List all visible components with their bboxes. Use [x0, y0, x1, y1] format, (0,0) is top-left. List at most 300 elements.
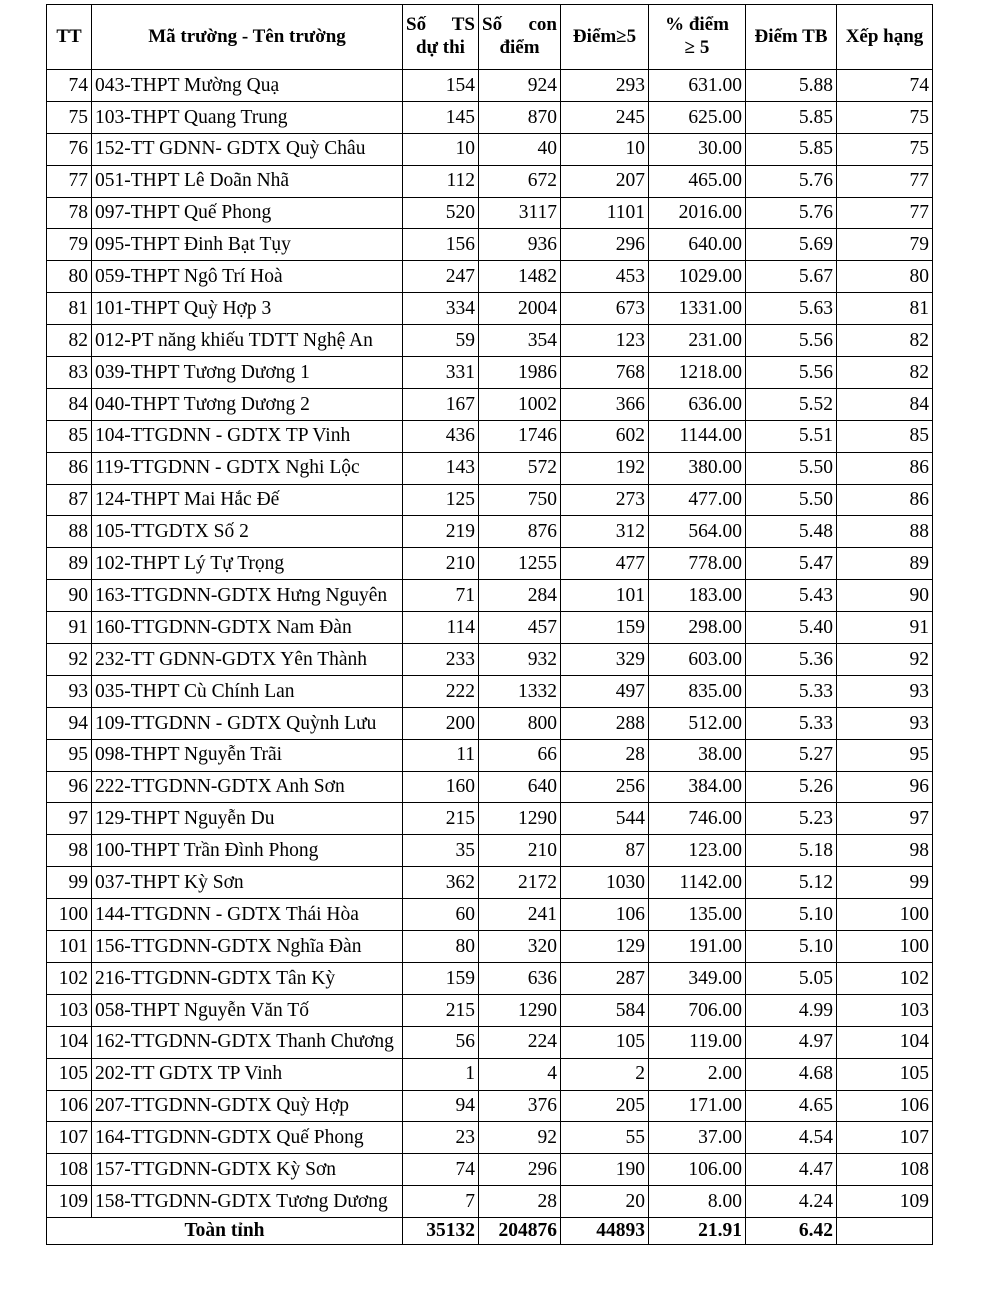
cell-candidates: 210 [403, 548, 479, 580]
cell-pass: 366 [561, 388, 649, 420]
cell-pct: 183.00 [649, 580, 746, 612]
cell-avg: 5.88 [746, 70, 837, 102]
cell-pct: 349.00 [649, 962, 746, 994]
cell-tt: 104 [47, 1026, 92, 1058]
cell-avg: 5.67 [746, 261, 837, 293]
cell-pass: 1030 [561, 867, 649, 899]
cell-scores: 224 [479, 1026, 561, 1058]
cell-rank: 80 [837, 261, 933, 293]
cell-scores: 92 [479, 1122, 561, 1154]
cell-avg: 5.85 [746, 101, 837, 133]
cell-candidates: 74 [403, 1154, 479, 1186]
cell-pass: 544 [561, 803, 649, 835]
cell-school-name: 202-TT GDTX TP Vinh [92, 1058, 403, 1090]
cell-school-name: 039-THPT Tương Dương 1 [92, 357, 403, 389]
cell-pct: 1218.00 [649, 357, 746, 389]
table-row [47, 420, 933, 452]
cell-pct: 477.00 [649, 484, 746, 516]
cell-rank: 81 [837, 293, 933, 325]
cell-pct: 8.00 [649, 1186, 746, 1218]
cell-scores: 1332 [479, 675, 561, 707]
cell-candidates: 23 [403, 1122, 479, 1154]
cell-rank: 100 [837, 931, 933, 963]
cell-pass: 453 [561, 261, 649, 293]
cell-candidates: 143 [403, 452, 479, 484]
cell-scores: 876 [479, 516, 561, 548]
cell-pct: 564.00 [649, 516, 746, 548]
cell-tt: 79 [47, 229, 92, 261]
cell-rank: 103 [837, 994, 933, 1026]
table-row [47, 931, 933, 963]
cell-school-name: 162-TTGDNN-GDTX Thanh Chương [92, 1026, 403, 1058]
cell-school-name: 160-TTGDNN-GDTX Nam Đàn [92, 612, 403, 644]
cell-scores: 1482 [479, 261, 561, 293]
cell-candidates: 94 [403, 1090, 479, 1122]
header-scores-line1-left: Số [482, 14, 503, 36]
cell-school-name: 124-THPT Mai Hắc Đế [92, 484, 403, 516]
cell-scores: 296 [479, 1154, 561, 1186]
cell-school-name: 037-THPT Kỳ Sơn [92, 867, 403, 899]
cell-school-name: 163-TTGDNN-GDTX Hưng Nguyên [92, 580, 403, 612]
cell-pct: 1331.00 [649, 293, 746, 325]
cell-rank: 74 [837, 70, 933, 102]
header-candidates [403, 5, 479, 70]
cell-school-name: 059-THPT Ngô Trí Hoà [92, 261, 403, 293]
cell-scores: 640 [479, 771, 561, 803]
cell-rank: 91 [837, 612, 933, 644]
cell-avg: 5.18 [746, 835, 837, 867]
cell-tt: 98 [47, 835, 92, 867]
header-rank: Xếp hạng [837, 5, 933, 70]
cell-school-name: 043-THPT Mường Quạ [92, 70, 403, 102]
header-tt: TT [47, 5, 92, 70]
cell-school-name: 109-TTGDNN - GDTX Quỳnh Lưu [92, 707, 403, 739]
cell-school-name: 098-THPT Nguyễn Trãi [92, 739, 403, 771]
cell-scores: 1986 [479, 357, 561, 389]
cell-pass: 293 [561, 70, 649, 102]
cell-school-name: 104-TTGDNN - GDTX TP Vinh [92, 420, 403, 452]
cell-avg: 4.97 [746, 1026, 837, 1058]
table-row [47, 739, 933, 771]
header-pct-line1: % điểm [665, 14, 729, 36]
cell-candidates: 331 [403, 357, 479, 389]
cell-candidates: 156 [403, 229, 479, 261]
cell-school-name: 095-THPT Đinh Bạt Tụy [92, 229, 403, 261]
cell-tt: 101 [47, 931, 92, 963]
cell-scores: 354 [479, 325, 561, 357]
cell-pass: 87 [561, 835, 649, 867]
cell-pct: 778.00 [649, 548, 746, 580]
cell-scores: 241 [479, 899, 561, 931]
cell-pct: 298.00 [649, 612, 746, 644]
cell-avg: 5.76 [746, 197, 837, 229]
table-row [47, 229, 933, 261]
cell-pass: 205 [561, 1090, 649, 1122]
header-scores-line1-right: con [528, 14, 557, 36]
cell-scores: 376 [479, 1090, 561, 1122]
cell-tt: 105 [47, 1058, 92, 1090]
cell-pct: 625.00 [649, 101, 746, 133]
table-row [47, 1058, 933, 1090]
cell-candidates: 7 [403, 1186, 479, 1218]
header-scores-line2: điểm [499, 37, 540, 58]
cell-pct: 706.00 [649, 994, 746, 1026]
cell-candidates: 56 [403, 1026, 479, 1058]
cell-pass: 477 [561, 548, 649, 580]
cell-rank: 100 [837, 899, 933, 931]
cell-school-name: 222-TTGDNN-GDTX Anh Sơn [92, 771, 403, 803]
cell-rank: 82 [837, 357, 933, 389]
cell-candidates: 125 [403, 484, 479, 516]
cell-avg: 5.43 [746, 580, 837, 612]
cell-avg: 5.12 [746, 867, 837, 899]
cell-tt: 85 [47, 420, 92, 452]
table-row [47, 70, 933, 102]
cell-avg: 4.24 [746, 1186, 837, 1218]
cell-rank: 108 [837, 1154, 933, 1186]
cell-scores: 3117 [479, 197, 561, 229]
total-label: Toàn tỉnh [47, 1218, 403, 1245]
cell-avg: 5.50 [746, 452, 837, 484]
cell-school-name: 158-TTGDNN-GDTX Tương Dương [92, 1186, 403, 1218]
cell-tt: 87 [47, 484, 92, 516]
cell-avg: 5.47 [746, 548, 837, 580]
cell-school-name: 051-THPT Lê Doãn Nhã [92, 165, 403, 197]
table-row [47, 133, 933, 165]
cell-tt: 83 [47, 357, 92, 389]
cell-rank: 92 [837, 644, 933, 676]
cell-rank: 90 [837, 580, 933, 612]
cell-school-name: 040-THPT Tương Dương 2 [92, 388, 403, 420]
cell-candidates: 160 [403, 771, 479, 803]
cell-scores: 636 [479, 962, 561, 994]
total-pass: 44893 [561, 1218, 649, 1245]
cell-avg: 5.26 [746, 771, 837, 803]
cell-candidates: 114 [403, 612, 479, 644]
cell-school-name: 119-TTGDNN - GDTX Nghi Lộc [92, 452, 403, 484]
cell-pass: 287 [561, 962, 649, 994]
cell-pass: 312 [561, 516, 649, 548]
cell-pct: 512.00 [649, 707, 746, 739]
header-candidates-line1-left: Số [406, 14, 427, 36]
table-row [47, 293, 933, 325]
cell-avg: 5.85 [746, 133, 837, 165]
cell-pct: 746.00 [649, 803, 746, 835]
table-row [47, 612, 933, 644]
cell-scores: 932 [479, 644, 561, 676]
cell-scores: 800 [479, 707, 561, 739]
cell-rank: 99 [837, 867, 933, 899]
cell-pct: 465.00 [649, 165, 746, 197]
cell-school-name: 157-TTGDNN-GDTX Kỳ Sơn [92, 1154, 403, 1186]
cell-scores: 2172 [479, 867, 561, 899]
header-candidates-line1-right: TS [451, 14, 475, 36]
header-pass: Điểm≥5 [561, 5, 649, 70]
cell-scores: 66 [479, 739, 561, 771]
cell-rank: 97 [837, 803, 933, 835]
table-row [47, 452, 933, 484]
cell-rank: 84 [837, 388, 933, 420]
cell-pct: 1029.00 [649, 261, 746, 293]
cell-pass: 105 [561, 1026, 649, 1058]
cell-pct: 38.00 [649, 739, 746, 771]
table-row [47, 165, 933, 197]
cell-pct: 380.00 [649, 452, 746, 484]
cell-tt: 95 [47, 739, 92, 771]
cell-avg: 4.99 [746, 994, 837, 1026]
cell-scores: 1290 [479, 803, 561, 835]
cell-tt: 106 [47, 1090, 92, 1122]
cell-rank: 106 [837, 1090, 933, 1122]
table-row [47, 580, 933, 612]
cell-candidates: 219 [403, 516, 479, 548]
cell-candidates: 247 [403, 261, 479, 293]
cell-rank: 109 [837, 1186, 933, 1218]
cell-pct: 1144.00 [649, 420, 746, 452]
cell-avg: 5.10 [746, 931, 837, 963]
cell-avg: 5.33 [746, 707, 837, 739]
header-candidates-line2: dự thi [416, 37, 465, 58]
header-pct-line2: ≥ 5 [684, 37, 710, 58]
cell-scores: 672 [479, 165, 561, 197]
cell-tt: 103 [47, 994, 92, 1026]
cell-pass: 207 [561, 165, 649, 197]
cell-rank: 96 [837, 771, 933, 803]
cell-pct: 231.00 [649, 325, 746, 357]
cell-school-name: 164-TTGDNN-GDTX Quế Phong [92, 1122, 403, 1154]
cell-avg: 5.51 [746, 420, 837, 452]
cell-pass: 296 [561, 229, 649, 261]
cell-avg: 4.54 [746, 1122, 837, 1154]
cell-tt: 89 [47, 548, 92, 580]
cell-avg: 5.50 [746, 484, 837, 516]
cell-pct: 191.00 [649, 931, 746, 963]
cell-candidates: 200 [403, 707, 479, 739]
cell-avg: 5.56 [746, 325, 837, 357]
cell-pass: 245 [561, 101, 649, 133]
cell-rank: 105 [837, 1058, 933, 1090]
cell-scores: 28 [479, 1186, 561, 1218]
cell-rank: 95 [837, 739, 933, 771]
cell-scores: 936 [479, 229, 561, 261]
cell-scores: 1746 [479, 420, 561, 452]
cell-school-name: 216-TTGDNN-GDTX Tân Kỳ [92, 962, 403, 994]
table-row [47, 388, 933, 420]
table-row [47, 675, 933, 707]
cell-pct: 171.00 [649, 1090, 746, 1122]
cell-pass: 101 [561, 580, 649, 612]
table-row [47, 1186, 933, 1218]
cell-tt: 88 [47, 516, 92, 548]
cell-tt: 100 [47, 899, 92, 931]
cell-candidates: 362 [403, 867, 479, 899]
cell-tt: 86 [47, 452, 92, 484]
cell-rank: 89 [837, 548, 933, 580]
cell-candidates: 11 [403, 739, 479, 771]
cell-rank: 86 [837, 484, 933, 516]
cell-pct: 119.00 [649, 1026, 746, 1058]
cell-avg: 5.56 [746, 357, 837, 389]
table-body [47, 70, 933, 1218]
cell-tt: 97 [47, 803, 92, 835]
table-row [47, 962, 933, 994]
cell-school-name: 129-THPT Nguyễn Du [92, 803, 403, 835]
cell-pass: 1101 [561, 197, 649, 229]
cell-candidates: 59 [403, 325, 479, 357]
cell-candidates: 60 [403, 899, 479, 931]
cell-pct: 636.00 [649, 388, 746, 420]
cell-candidates: 145 [403, 101, 479, 133]
table-row [47, 548, 933, 580]
cell-school-name: 156-TTGDNN-GDTX Nghĩa Đàn [92, 931, 403, 963]
cell-candidates: 1 [403, 1058, 479, 1090]
table-row [47, 835, 933, 867]
cell-pass: 192 [561, 452, 649, 484]
header-scores [479, 5, 561, 70]
cell-school-name: 102-THPT Lý Tự Trọng [92, 548, 403, 580]
cell-avg: 5.05 [746, 962, 837, 994]
cell-rank: 107 [837, 1122, 933, 1154]
cell-rank: 75 [837, 133, 933, 165]
cell-tt: 76 [47, 133, 92, 165]
cell-avg: 5.69 [746, 229, 837, 261]
cell-avg: 5.33 [746, 675, 837, 707]
total-avg: 6.42 [746, 1218, 837, 1245]
cell-pass: 10 [561, 133, 649, 165]
cell-rank: 75 [837, 101, 933, 133]
cell-tt: 74 [47, 70, 92, 102]
cell-school-name: 103-THPT Quang Trung [92, 101, 403, 133]
cell-avg: 4.65 [746, 1090, 837, 1122]
cell-school-name: 058-THPT Nguyễn Văn Tố [92, 994, 403, 1026]
cell-pass: 190 [561, 1154, 649, 1186]
cell-rank: 82 [837, 325, 933, 357]
cell-pct: 135.00 [649, 899, 746, 931]
cell-scores: 4 [479, 1058, 561, 1090]
cell-candidates: 334 [403, 293, 479, 325]
cell-rank: 86 [837, 452, 933, 484]
cell-tt: 82 [47, 325, 92, 357]
cell-school-name: 105-TTGDTX Số 2 [92, 516, 403, 548]
cell-tt: 81 [47, 293, 92, 325]
table-row [47, 899, 933, 931]
cell-pass: 273 [561, 484, 649, 516]
cell-tt: 75 [47, 101, 92, 133]
cell-school-name: 012-PT năng khiếu TDTT Nghệ An [92, 325, 403, 357]
table-row [47, 484, 933, 516]
cell-avg: 5.36 [746, 644, 837, 676]
cell-pass: 673 [561, 293, 649, 325]
cell-school-name: 144-TTGDNN - GDTX Thái Hòa [92, 899, 403, 931]
table-row [47, 707, 933, 739]
cell-avg: 5.23 [746, 803, 837, 835]
cell-pct: 603.00 [649, 644, 746, 676]
cell-avg: 4.47 [746, 1154, 837, 1186]
cell-candidates: 80 [403, 931, 479, 963]
cell-pct: 37.00 [649, 1122, 746, 1154]
cell-scores: 2004 [479, 293, 561, 325]
cell-pass: 55 [561, 1122, 649, 1154]
cell-candidates: 215 [403, 994, 479, 1026]
cell-rank: 77 [837, 197, 933, 229]
cell-candidates: 222 [403, 675, 479, 707]
total-scores: 204876 [479, 1218, 561, 1245]
header-school: Mã trường - Tên trường [92, 5, 403, 70]
table-row [47, 261, 933, 293]
cell-candidates: 159 [403, 962, 479, 994]
cell-school-name: 101-THPT Quỳ Hợp 3 [92, 293, 403, 325]
cell-tt: 91 [47, 612, 92, 644]
table-row [47, 101, 933, 133]
cell-pct: 631.00 [649, 70, 746, 102]
cell-pct: 640.00 [649, 229, 746, 261]
cell-rank: 104 [837, 1026, 933, 1058]
table-row [47, 867, 933, 899]
cell-candidates: 215 [403, 803, 479, 835]
cell-rank: 77 [837, 165, 933, 197]
total-rank [837, 1218, 933, 1245]
cell-tt: 92 [47, 644, 92, 676]
table-row [47, 516, 933, 548]
cell-avg: 5.76 [746, 165, 837, 197]
cell-rank: 102 [837, 962, 933, 994]
cell-tt: 99 [47, 867, 92, 899]
cell-scores: 924 [479, 70, 561, 102]
cell-rank: 88 [837, 516, 933, 548]
cell-avg: 5.48 [746, 516, 837, 548]
cell-pass: 129 [561, 931, 649, 963]
cell-school-name: 035-THPT Cù Chính Lan [92, 675, 403, 707]
table-row [47, 1090, 933, 1122]
cell-scores: 320 [479, 931, 561, 963]
cell-candidates: 112 [403, 165, 479, 197]
cell-pass: 106 [561, 899, 649, 931]
cell-avg: 4.68 [746, 1058, 837, 1090]
cell-scores: 572 [479, 452, 561, 484]
cell-avg: 5.52 [746, 388, 837, 420]
table-row [47, 994, 933, 1026]
cell-avg: 5.63 [746, 293, 837, 325]
cell-pass: 584 [561, 994, 649, 1026]
cell-tt: 77 [47, 165, 92, 197]
cell-scores: 210 [479, 835, 561, 867]
table-row [47, 197, 933, 229]
cell-pass: 28 [561, 739, 649, 771]
cell-candidates: 35 [403, 835, 479, 867]
cell-pct: 835.00 [649, 675, 746, 707]
cell-pass: 768 [561, 357, 649, 389]
cell-school-name: 152-TT GDNN- GDTX Quỳ Châu [92, 133, 403, 165]
cell-scores: 750 [479, 484, 561, 516]
cell-rank: 93 [837, 707, 933, 739]
table-row [47, 325, 933, 357]
cell-school-name: 207-TTGDNN-GDTX Quỳ Hợp [92, 1090, 403, 1122]
cell-pct: 2.00 [649, 1058, 746, 1090]
table-row [47, 1122, 933, 1154]
cell-scores: 457 [479, 612, 561, 644]
cell-scores: 284 [479, 580, 561, 612]
cell-avg: 5.27 [746, 739, 837, 771]
cell-rank: 85 [837, 420, 933, 452]
cell-school-name: 232-TT GDNN-GDTX Yên Thành [92, 644, 403, 676]
cell-candidates: 71 [403, 580, 479, 612]
cell-school-name: 097-THPT Quế Phong [92, 197, 403, 229]
cell-pct: 1142.00 [649, 867, 746, 899]
cell-scores: 1002 [479, 388, 561, 420]
cell-candidates: 520 [403, 197, 479, 229]
cell-scores: 870 [479, 101, 561, 133]
cell-scores: 40 [479, 133, 561, 165]
